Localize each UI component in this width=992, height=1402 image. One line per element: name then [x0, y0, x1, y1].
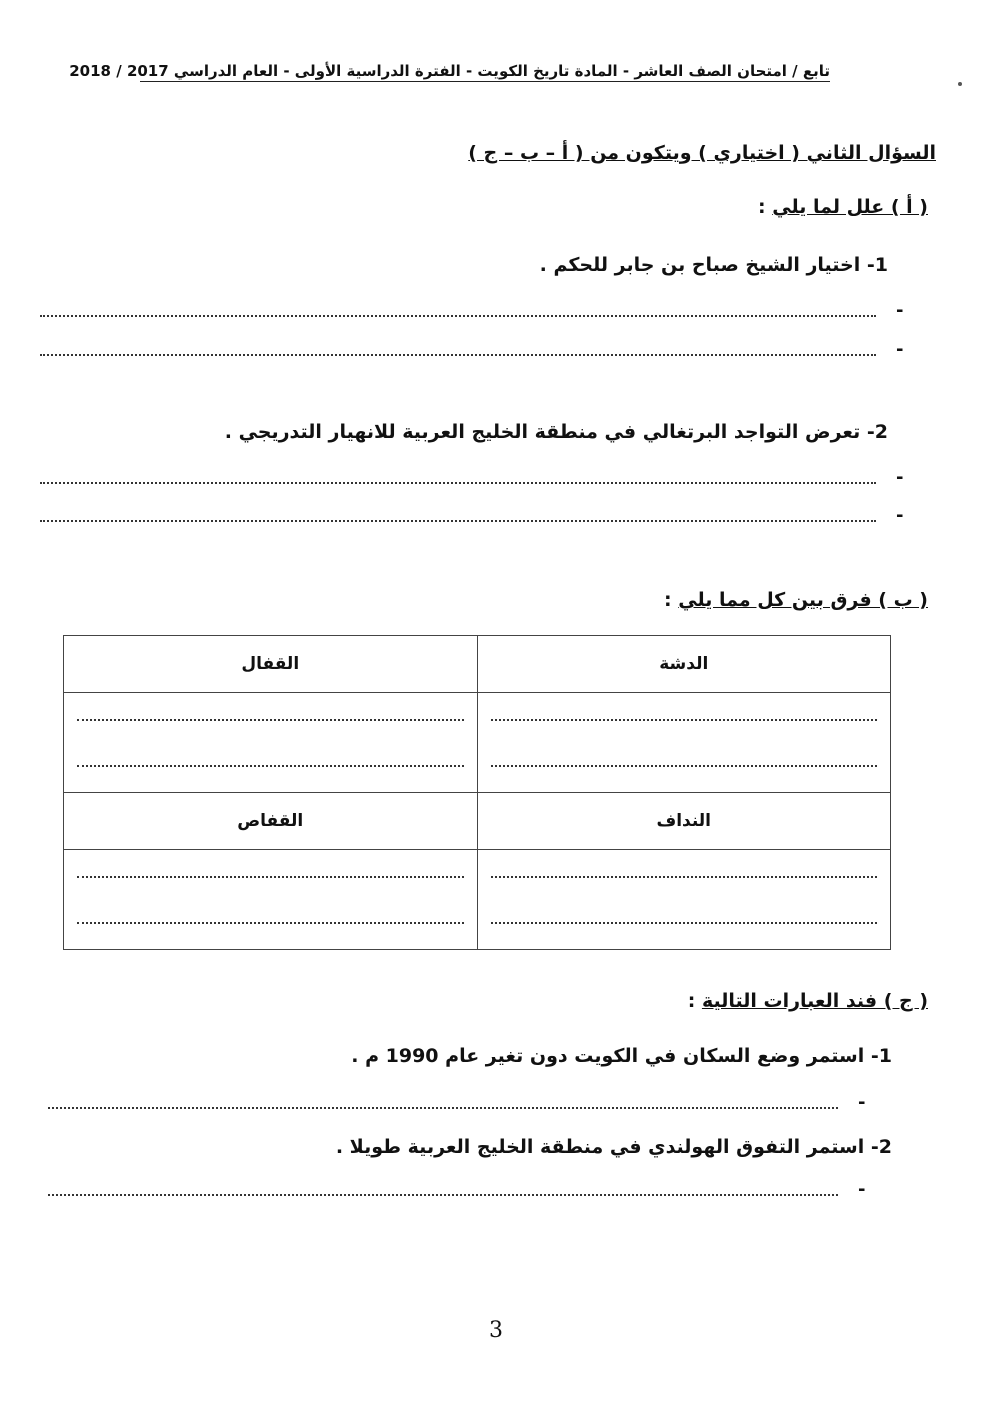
- exam-header: تابع / امتحان الصف العاشر - المادة تاريخ الكويت - الفترة الدراسية الأولى - العام الدراسي 2017 / 2018: [69, 62, 830, 80]
- answer-line[interactable]: [48, 1107, 838, 1111]
- line-dash: -: [858, 1092, 866, 1113]
- section-c-label: ( ج ) فند العبارات التالية: [701, 990, 928, 1012]
- answer-line[interactable]: [48, 1194, 838, 1198]
- section-a-label: ( أ ) علل لما يلي: [772, 196, 928, 218]
- line-dash: -: [858, 1179, 866, 1200]
- page-number: 3: [489, 1318, 503, 1343]
- section-c-heading: [688, 990, 928, 1012]
- table-row: [64, 636, 891, 693]
- section-c-item-2: 2- استمر التفوق الهولندي في منطقة الخليج العربية طويلا .: [335, 1136, 892, 1158]
- term-qaffal: القفال: [64, 636, 478, 693]
- line-dash: -: [896, 467, 904, 488]
- answer-line[interactable]: [40, 354, 876, 358]
- answer-line[interactable]: [40, 520, 876, 524]
- table-row: [64, 793, 891, 850]
- section-a-colon: :: [757, 196, 766, 218]
- answer-line[interactable]: [40, 482, 876, 486]
- answer-cell[interactable]: [477, 693, 891, 793]
- section-b-heading: [664, 589, 928, 611]
- section-a-item-1: 1- اختيار الشيخ صباح بن جابر للحكم .: [539, 254, 888, 276]
- line-dash: -: [896, 300, 904, 321]
- table-row: [64, 693, 891, 793]
- answer-cell[interactable]: [477, 850, 891, 950]
- answer-line[interactable]: [40, 315, 876, 319]
- term-naddaf: النداف: [477, 793, 891, 850]
- section-a-heading: [758, 196, 928, 218]
- table-row: [64, 850, 891, 950]
- term-dasha: الدشة: [477, 636, 891, 693]
- section-b-label: ( ب ) فرق بين كل مما يلي: [678, 589, 928, 611]
- line-dash: -: [896, 505, 904, 526]
- question-title: السؤال الثاني ( اختياري ) ويتكون من ( أ – ب – ج ): [468, 142, 936, 164]
- answer-cell[interactable]: [64, 850, 478, 950]
- scan-speck: [958, 82, 962, 86]
- answer-cell[interactable]: [64, 693, 478, 793]
- section-c-colon: :: [687, 990, 696, 1012]
- section-c-item-1: 1- استمر وضع السكان في الكويت دون تغير عام 1990 م .: [351, 1045, 892, 1067]
- line-dash: -: [896, 339, 904, 360]
- section-a-item-2: 2- تعرض التواجد البرتغالي في منطقة الخليج العربية للانهيار التدريجي .: [224, 421, 888, 443]
- term-qaffas: القفاص: [64, 793, 478, 850]
- comparison-table: [63, 635, 891, 950]
- section-b-colon: :: [664, 589, 672, 611]
